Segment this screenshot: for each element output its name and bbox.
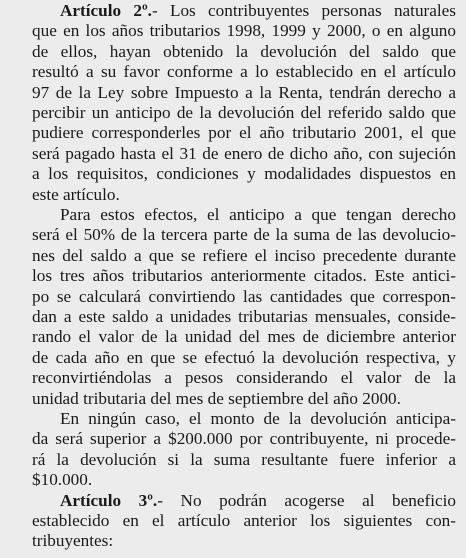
text-line — [32, 122, 456, 144]
text-line — [32, 286, 456, 308]
text-line — [32, 388, 456, 410]
line-text: percibir un anticipo de la devolución del referido saldo que — [32, 103, 456, 122]
text-line — [32, 102, 456, 124]
line-text: establecido en el artículo anterior los siguientes con- — [32, 511, 456, 530]
text-line — [60, 408, 456, 430]
line-text: este artículo. — [32, 184, 120, 204]
text-line — [32, 449, 456, 471]
text-line — [32, 326, 456, 348]
line-text: pudiere corresponderles por el año tributario 2001, el que — [32, 123, 456, 143]
text-line — [60, 0, 456, 22]
line-text: los tres años tributarios anteriormente citados. Este antici- — [32, 266, 456, 286]
text-line — [32, 510, 456, 532]
text-line — [32, 82, 456, 104]
text-line — [32, 530, 456, 552]
line-text: tribuyentes: — [32, 531, 114, 551]
line-text: Para estos efectos, el anticipo a que tengan derecho — [60, 205, 456, 224]
line-text: da será superior a $200.000 por contribuyente, ni procede- — [32, 429, 456, 449]
line-text: resultó a su favor conforme a lo establecido en el artículo — [32, 62, 456, 82]
text-line — [32, 347, 456, 369]
line-text: que en los años tributarios 1998, 1999 y 2000, o en alguno — [32, 21, 456, 41]
text-line — [32, 367, 456, 389]
text-line — [32, 184, 456, 206]
text-line — [60, 204, 456, 226]
line-text: rando el valor de la unidad del mes de diciembre anterior — [32, 327, 456, 347]
line-text: a los requisitos, condiciones y modalidades dispuestos en — [32, 164, 456, 184]
line-text: rá la devolución si la suma resultante fuere inferior a — [32, 449, 456, 469]
text-line — [32, 61, 456, 83]
text-line — [32, 224, 456, 246]
text-line — [32, 163, 456, 185]
text-line — [32, 428, 456, 450]
line-text: dan a este saldo a unidades tributarias mensuales, conside- — [32, 307, 456, 326]
line-text: En ningún caso, el monto de la devolución anticipa- — [60, 409, 456, 428]
line-text: - No podrán acogerse al beneficio — [157, 490, 456, 510]
line-text: de ellos, hayan obtenido la devolución del saldo que — [32, 41, 456, 61]
article-heading: Artículo 3º. — [60, 490, 158, 510]
line-text: $10.000. — [32, 470, 93, 490]
text-line — [32, 245, 456, 267]
text-line — [60, 490, 456, 512]
article-heading: Artículo 2º. — [60, 1, 152, 20]
line-text: 97 de la Ley sobre Impuesto a la Renta, tendrán derecho a — [32, 82, 456, 102]
line-text: será el 50% de la tercera parte de la suma de las devolucio- — [32, 225, 456, 245]
text-line — [32, 41, 456, 63]
line-text: reconvirtiéndolas a pesos considerando el valor de la — [32, 368, 456, 388]
line-text: - Los contribuyentes personas naturales — [151, 1, 456, 20]
line-text: nes del saldo a que se refiere el inciso precedente durante — [32, 245, 456, 265]
text-line — [32, 306, 456, 328]
line-text: unidad tributaria del mes de septiembre del año 2000. — [32, 388, 401, 408]
line-text: será pagado hasta el 31 de enero de dicho año, con sujeción — [32, 143, 456, 163]
line-text: de cada año en que se efectuó la devolución respectiva, y — [32, 347, 456, 367]
text-line — [32, 143, 456, 165]
text-line — [32, 20, 456, 42]
line-text: po se calculará convirtiendo las cantidades que correspon- — [32, 286, 456, 306]
text-line — [32, 469, 456, 491]
text-line — [32, 265, 456, 287]
